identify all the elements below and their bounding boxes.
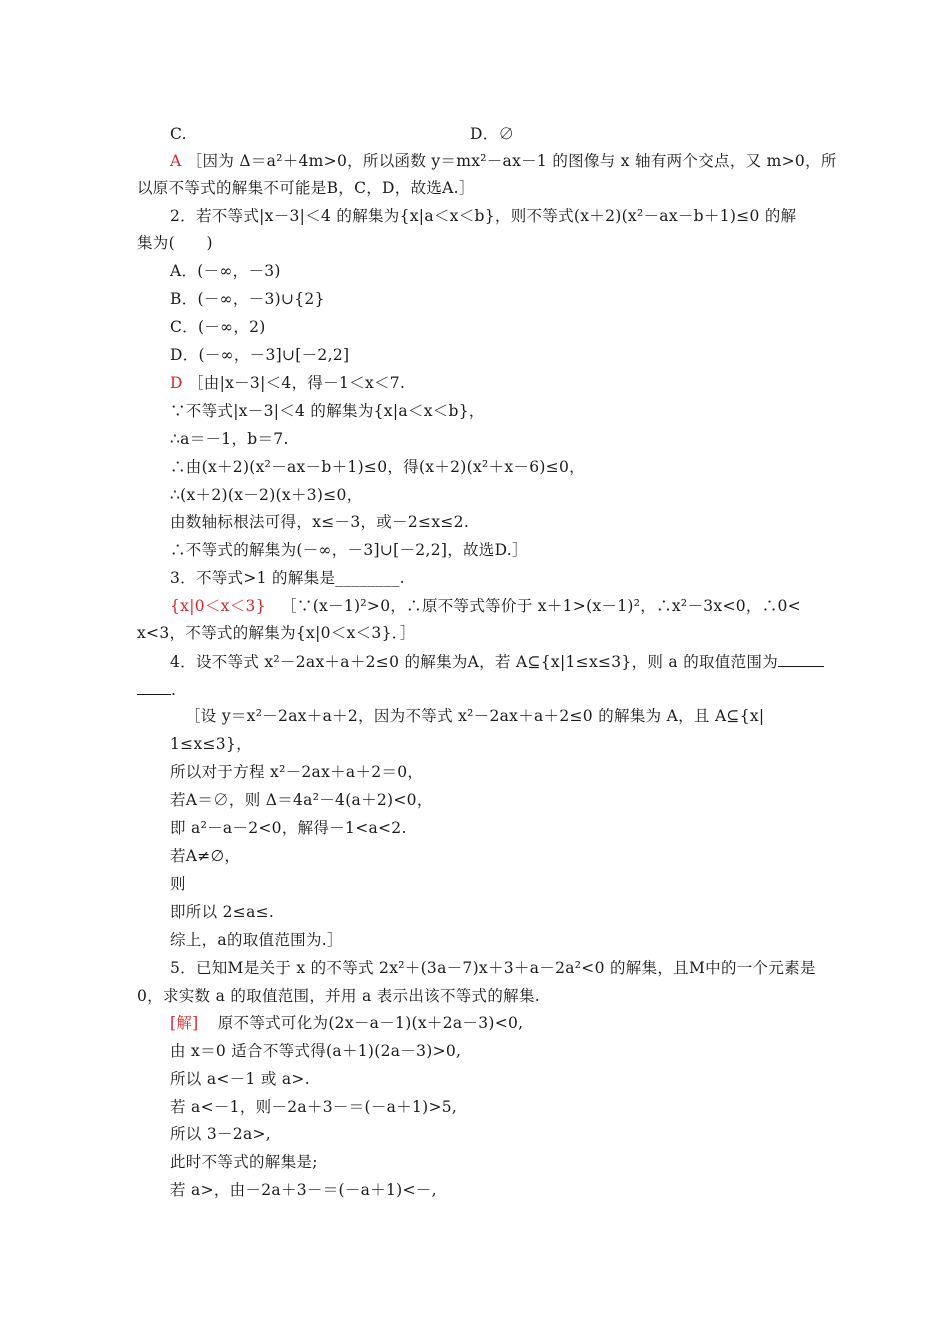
q4-stem-line-2 [137, 680, 176, 700]
q5-solution-line-3: 所以 a<－1 或 a>. [170, 1070, 310, 1088]
option-c-label: C. [170, 125, 187, 143]
q4-solution-line-7: 则 [170, 875, 186, 893]
q4-solution-line-6: 若A≠∅， [170, 847, 241, 865]
q2-solution-line-4: ∴由(x＋2)(x²－ax－b＋1)≤0，得(x＋2)(x²＋x－6)≤0， [170, 458, 585, 476]
q2-stem-line-1: 2．若不等式|x－3|＜4 的解集为{x|a＜x＜b}，则不等式(x＋2)(x²－ax－b＋1)≤0 的解 [170, 207, 797, 225]
q2-option-a: A．(－∞，－3) [170, 262, 281, 280]
q5-solution-line-5: 所以 3－2a>, [170, 1125, 272, 1143]
q5-solution-line-7: 若 a>，由－2a＋3－＝(－a＋1)<－, [170, 1181, 437, 1199]
q3-answer: {x|0＜x＜3} [170, 597, 266, 615]
answer-blank-continued[interactable] [137, 680, 171, 695]
q1-answer-letter: A [170, 152, 182, 170]
q5-stem-line-2: 0，求实数 a 的取值范围，并用 a 表示出该不等式的解集. [137, 987, 540, 1005]
q2-solution-line-5: ∴(x＋2)(x－2)(x＋3)≤0， [170, 486, 363, 504]
q4-solution-line-4: 若A＝∅，则 Δ＝4a²－4(a＋2)<0， [170, 791, 433, 809]
option-d-label: D．∅ [470, 125, 515, 143]
q5-solution-line-1 [170, 1013, 523, 1033]
q2-solution-line-7: ∴不等式的解集为(－∞，－3]∪[－2,2]，故选D.］ [170, 541, 528, 559]
q4-solution-line-8: 即所以 2≤a≤. [170, 903, 275, 921]
q2-solution-line-6: 由数轴标根法可得，x≤－3，或－2≤x≤2. [170, 513, 470, 531]
q2-option-d: D．(－∞，－3]∪[－2,2] [170, 346, 350, 364]
q2-answer-letter: D [170, 374, 183, 392]
q3-solution-line-1 [170, 596, 801, 616]
q4-stem-line-1 [170, 652, 824, 672]
q2-option-b: B．(－∞，－3)∪{2} [170, 290, 325, 308]
q4-stem-end: . [171, 681, 177, 699]
q4-solution-line-2: 1≤x≤3}， [170, 735, 252, 753]
q4-stem-text: 4．设不等式 x²－2ax＋a＋2≤0 的解集为A，若 A⊆{x|1≤x≤3}，则 a 的取值范围为 [170, 653, 778, 671]
q4-solution-line-9: 综上，a的取值范围为.］ [170, 931, 343, 949]
q5-solution-line-4: 若 a<－1，则－2a＋3－＝(－a＋1)>5, [170, 1098, 458, 1116]
q2-solution-line-2: ∵不等式|x－3|＜4 的解集为{x|a＜x＜b}， [170, 402, 485, 420]
q1-answer-line-1 [170, 151, 837, 171]
q1-answer-text: ［因为 Δ＝a²＋4m>0，所以函数 y＝mx²－ax－1 的图像与 x 轴有两个交点，又 m>0，所 [186, 152, 837, 170]
q4-solution-line-1: ［设 y＝x²－2ax＋a＋2，因为不等式 x²－2ax＋a＋2≤0 的解集为 A，且 A⊆{x| [185, 707, 765, 725]
q3-solution-text: ［∵(x－1)²>0，∴原不等式等价于 x＋1>(x－1)²，∴x²－3x<0，∴0< [281, 597, 801, 615]
q2-stem-line-2: 集为( ) [137, 234, 213, 252]
q2-solution-line-1 [170, 373, 405, 393]
answer-blank[interactable] [778, 652, 824, 667]
q5-jie-label: [解] [170, 1014, 199, 1032]
q2-solution-line-3: ∴a＝－1，b＝7. [170, 430, 289, 448]
q2-solution-text: ［由|x－3|＜4，得－1＜x＜7. [187, 374, 406, 392]
q5-stem-line-1: 5．已知M是关于 x 的不等式 2x²＋(3a－7)x＋3＋a－2a²<0 的解集，且M中的一个元素是 [170, 959, 816, 977]
q3-stem: 3．不等式>1 的解集是________. [170, 569, 405, 587]
q4-solution-line-5: 即 a²－a－2<0，解得－1<a<2. [170, 819, 407, 837]
q3-solution-line-2: x<3，不等式的解集为{x|0＜x＜3}．］ [137, 624, 416, 642]
q4-solution-line-3: 所以对于方程 x²－2ax＋a＋2＝0， [170, 763, 424, 781]
q5-solution-line-2: 由 x＝0 适合不等式得(a＋1)(2a－3)>0, [170, 1042, 462, 1060]
q5-solution-text: 原不等式可化为(2x－a－1)(x＋2a－3)<0, [217, 1014, 524, 1032]
q1-answer-line-2: 以原不等式的解集不可能是B，C，D，故选A.］ [137, 179, 475, 197]
q2-option-c: C．(－∞，2) [170, 318, 266, 336]
q5-solution-line-6: 此时不等式的解集是; [170, 1153, 318, 1171]
